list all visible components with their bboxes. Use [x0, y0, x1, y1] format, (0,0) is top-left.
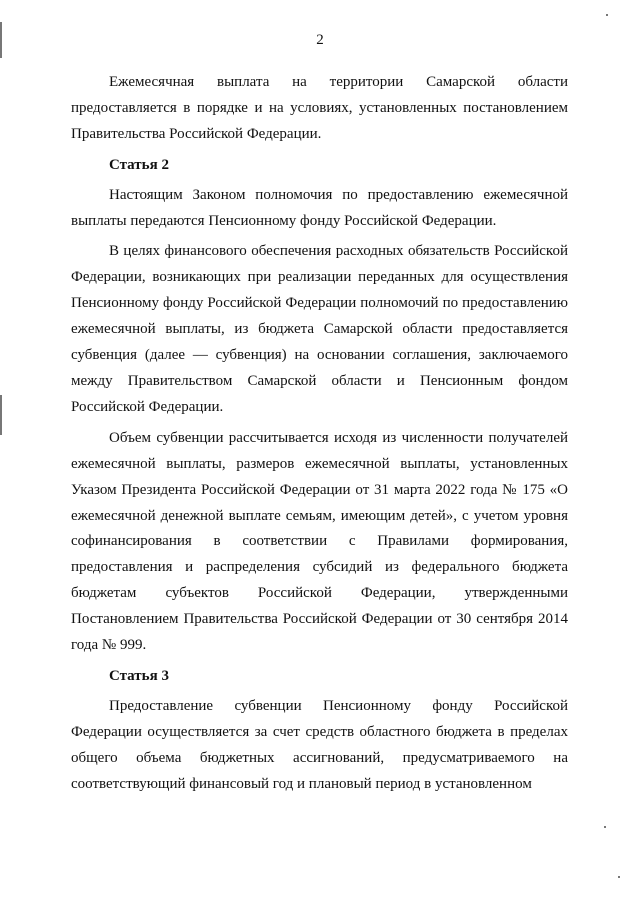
paragraph: Предоставление субвенции Пенсионному фонду Российской Федерации осуществляется за счет средств областного бюджета в пределах общего объема бюджетных ассигнований, предусматриваемого на соответствующий финансовый год и плановый период в установленном	[71, 697, 568, 792]
paragraph: Объем субвенции рассчитывается исходя из численности получателей ежемесячной выплаты, размеров ежемесячной выплаты, установленных Указом Президента Российской Федерации от 31 марта 2022 года № 175 «О ежемесячной денежной выплате семьям, имеющим детей», с учетом уровня софинансирования в соответствии с Правилами формирования, предоставления и распределения субсидий из федерального бюджета бюджетам субъектов Российской Федерации, утвержденными Постановлением Правительства Российской Федерации от 30 сентября 2014 года № 999.	[71, 429, 568, 654]
article-heading: Статья 3	[109, 667, 169, 684]
page-number: 2	[316, 32, 324, 48]
scan-speck	[618, 876, 620, 878]
paragraph: В целях финансового обеспечения расходных обязательств Российской Федерации, возникающих при реализации переданных для осуществления Пенсионному фонду Российской Федерации полномочий по предоставлению ежемесячной выплаты, из бюджета Самарской области предоставляется субвенция (далее — субвенция) на основании соглашения, заключаемого между Правительством Самарской области и Пенсионным фондом Российской Федерации.	[71, 243, 568, 415]
scan-speck	[604, 826, 606, 828]
article-heading: Статья 2	[109, 156, 169, 173]
document-body	[71, 70, 568, 797]
paragraph: Ежемесячная выплата на территории Самарской области предоставляется в порядке и на условиях, установленных постановлением Правительства Российской Федерации.	[71, 74, 568, 142]
scan-edge-mark	[0, 395, 2, 435]
scan-speck	[606, 14, 608, 16]
paragraph: Настоящим Законом полномочия по предоставлению ежемесячной выплаты передаются Пенсионному фонду Российской Федерации.	[71, 186, 568, 229]
